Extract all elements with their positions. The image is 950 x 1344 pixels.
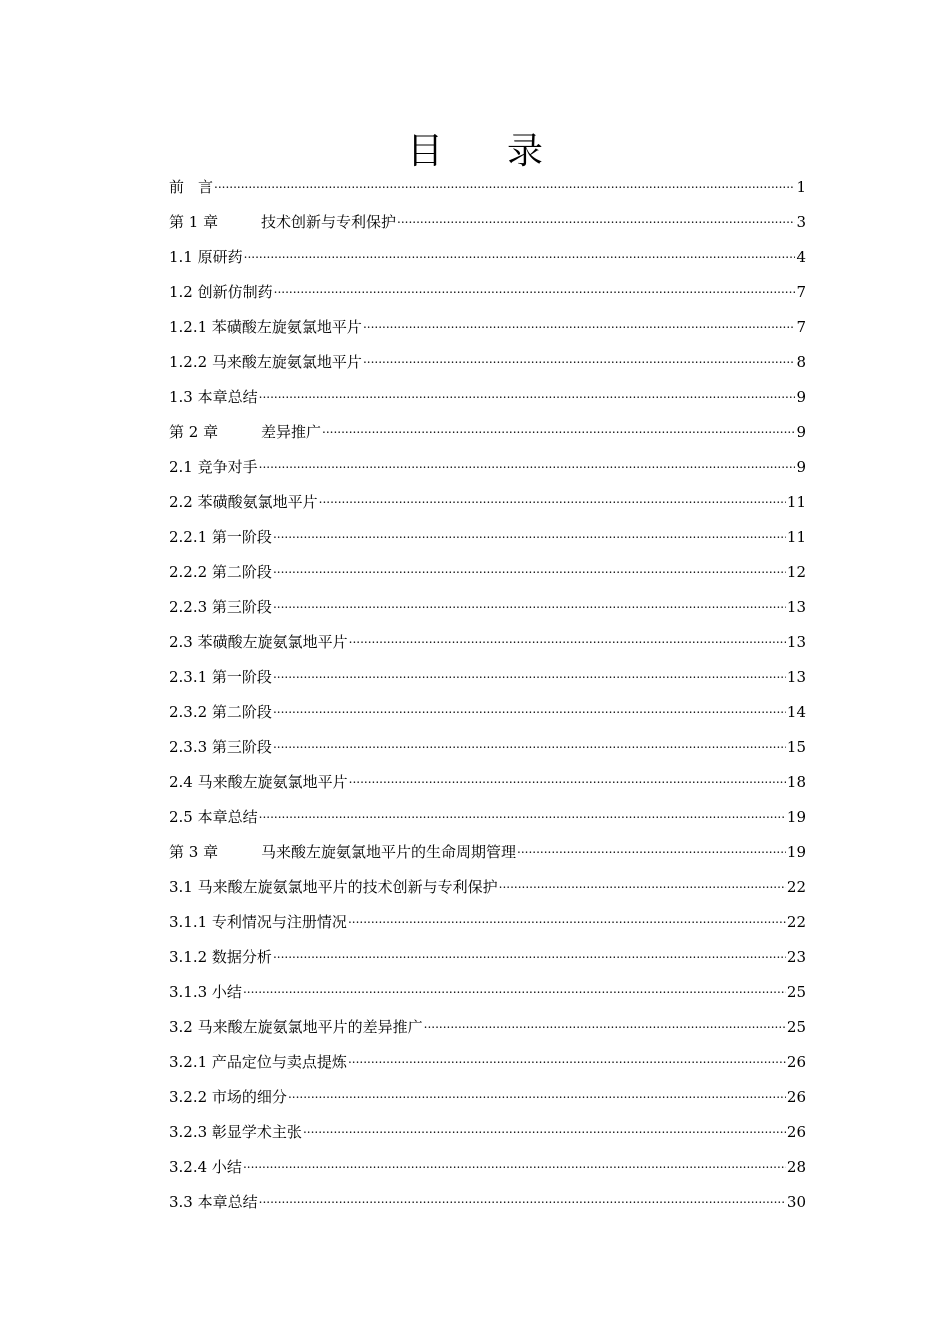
toc-entry[interactable] bbox=[169, 870, 806, 905]
toc-entry[interactable] bbox=[169, 905, 806, 940]
toc-page-number: 26 bbox=[786, 1088, 806, 1106]
toc-entry-label bbox=[169, 765, 348, 800]
toc-section-title: 3.1 马来酸左旋氨氯地平片的技术创新与专利保护 bbox=[169, 878, 498, 896]
toc-entry[interactable] bbox=[169, 695, 806, 730]
toc-dot-leader bbox=[349, 621, 786, 657]
toc-dot-leader bbox=[517, 831, 786, 867]
toc-entry[interactable] bbox=[169, 625, 806, 660]
toc-entry[interactable] bbox=[169, 590, 806, 625]
toc-dot-leader bbox=[243, 1146, 786, 1182]
toc-section-title: 3.2.2 市场的细分 bbox=[169, 1088, 287, 1106]
toc-page-number: 22 bbox=[786, 913, 806, 931]
toc-entry[interactable] bbox=[169, 520, 806, 555]
toc-section-title: 2.5 本章总结 bbox=[169, 808, 258, 826]
toc-entry-label bbox=[169, 905, 347, 940]
toc-page-number: 28 bbox=[786, 1158, 806, 1176]
toc-entry-label bbox=[169, 205, 396, 240]
toc-page-number: 11 bbox=[786, 528, 806, 546]
toc-entry[interactable] bbox=[169, 940, 806, 975]
toc-section-title: 2.2 苯磺酸氨氯地平片 bbox=[169, 493, 318, 511]
toc-entry[interactable] bbox=[169, 1010, 806, 1045]
toc-dot-leader bbox=[273, 586, 786, 622]
toc-page-number: 23 bbox=[786, 948, 806, 966]
toc-entry-label bbox=[169, 1080, 287, 1115]
toc-entry-label bbox=[169, 555, 272, 590]
toc-page-number: 1 bbox=[796, 178, 806, 196]
toc-section-title: 1.1 原研药 bbox=[169, 248, 243, 266]
toc-page-number: 25 bbox=[786, 1018, 806, 1036]
title-char-1: 目 bbox=[406, 131, 443, 172]
toc-entry[interactable] bbox=[169, 555, 806, 590]
toc-preface-char: 前 bbox=[169, 178, 185, 196]
toc-entry[interactable] bbox=[169, 205, 806, 240]
toc-entry[interactable] bbox=[169, 310, 806, 345]
toc-entry-label bbox=[169, 590, 272, 625]
toc-chapter-number: 第 2 章 bbox=[169, 423, 219, 441]
toc-entry-label bbox=[169, 660, 272, 695]
toc-entry-label bbox=[169, 835, 516, 870]
toc-dot-leader bbox=[303, 1111, 786, 1147]
toc-section-title: 2.2.1 第一阶段 bbox=[169, 528, 272, 546]
toc-page-number: 19 bbox=[786, 843, 806, 861]
toc-section-title: 1.2.1 苯磺酸左旋氨氯地平片 bbox=[169, 318, 362, 336]
toc-page-number: 9 bbox=[796, 458, 806, 476]
toc-section-title: 3.1.2 数据分析 bbox=[169, 948, 272, 966]
toc-entry-label bbox=[169, 975, 242, 1010]
toc-page-number: 13 bbox=[786, 668, 806, 686]
toc-dot-leader bbox=[397, 201, 795, 237]
toc-entry-label bbox=[169, 275, 273, 310]
toc-dot-leader bbox=[273, 936, 786, 972]
toc-section-title: 3.1.1 专利情况与注册情况 bbox=[169, 913, 347, 931]
toc-section-title: 3.2.4 小结 bbox=[169, 1158, 242, 1176]
toc-dot-leader bbox=[273, 726, 786, 762]
toc-dot-leader bbox=[273, 551, 786, 587]
toc-page-number: 14 bbox=[786, 703, 806, 721]
title-char-2: 录 bbox=[507, 131, 544, 172]
toc-entry-label bbox=[169, 800, 258, 835]
toc-page-number: 18 bbox=[786, 773, 806, 791]
table-of-contents bbox=[169, 170, 806, 1220]
toc-dot-leader bbox=[363, 341, 796, 377]
toc-page-number: 7 bbox=[796, 283, 806, 301]
toc-section-title: 3.3 本章总结 bbox=[169, 1193, 258, 1211]
toc-entry-label bbox=[169, 380, 258, 415]
toc-entry[interactable] bbox=[169, 1115, 806, 1150]
toc-entry[interactable] bbox=[169, 380, 806, 415]
toc-entry[interactable] bbox=[169, 240, 806, 275]
toc-chapter-title: 差异推广 bbox=[261, 423, 322, 441]
toc-entry-label bbox=[169, 1185, 258, 1220]
toc-dot-leader bbox=[273, 656, 786, 692]
toc-dot-leader bbox=[348, 901, 786, 937]
toc-entry[interactable] bbox=[169, 170, 806, 205]
toc-chapter-number: 第 3 章 bbox=[169, 843, 219, 861]
toc-section-title: 1.3 本章总结 bbox=[169, 388, 258, 406]
toc-entry[interactable] bbox=[169, 730, 806, 765]
toc-dot-leader bbox=[363, 306, 796, 342]
toc-page-number: 25 bbox=[786, 983, 806, 1001]
toc-page-number: 11 bbox=[786, 493, 806, 511]
toc-entry-label bbox=[169, 1115, 302, 1150]
toc-dot-leader bbox=[259, 376, 796, 412]
toc-entry-label bbox=[169, 1045, 347, 1080]
toc-page-number: 13 bbox=[786, 598, 806, 616]
toc-entry-label bbox=[169, 415, 321, 450]
toc-entry-label bbox=[169, 730, 272, 765]
toc-entry-label bbox=[169, 940, 272, 975]
toc-dot-leader bbox=[288, 1076, 786, 1112]
toc-entry-label bbox=[169, 310, 362, 345]
toc-entry-label bbox=[169, 345, 362, 380]
toc-dot-leader bbox=[273, 691, 786, 727]
toc-section-title: 2.3.2 第二阶段 bbox=[169, 703, 272, 721]
toc-entry-label bbox=[169, 450, 258, 485]
toc-dot-leader bbox=[348, 1041, 786, 1077]
toc-page-number: 26 bbox=[786, 1123, 806, 1141]
toc-entry-label bbox=[169, 485, 318, 520]
toc-section-title: 3.2 马来酸左旋氨氯地平片的差异推广 bbox=[169, 1018, 423, 1036]
toc-chapter-title: 技术创新与专利保护 bbox=[261, 213, 397, 231]
toc-entry[interactable] bbox=[169, 415, 806, 450]
toc-section-title: 2.3.3 第三阶段 bbox=[169, 738, 272, 756]
toc-page-number: 15 bbox=[786, 738, 806, 756]
toc-page-number: 3 bbox=[796, 213, 806, 231]
toc-page-number: 13 bbox=[786, 633, 806, 651]
toc-page-number: 8 bbox=[796, 353, 806, 371]
toc-section-title: 3.2.1 产品定位与卖点提炼 bbox=[169, 1053, 347, 1071]
toc-chapter-number: 第 1 章 bbox=[169, 213, 219, 231]
toc-entry-label bbox=[169, 1010, 423, 1045]
toc-section-title: 2.3 苯磺酸左旋氨氯地平片 bbox=[169, 633, 348, 651]
toc-entry[interactable] bbox=[169, 1150, 806, 1185]
toc-section-title: 2.4 马来酸左旋氨氯地平片 bbox=[169, 773, 348, 791]
toc-entry-label bbox=[169, 170, 213, 205]
toc-dot-leader bbox=[499, 866, 786, 902]
toc-dot-leader bbox=[322, 411, 795, 447]
toc-entry[interactable] bbox=[169, 485, 806, 520]
toc-dot-leader bbox=[349, 761, 786, 797]
toc-page-number: 12 bbox=[786, 563, 806, 581]
toc-section-title: 1.2 创新仿制药 bbox=[169, 283, 273, 301]
toc-page-number: 4 bbox=[796, 248, 806, 266]
toc-dot-leader bbox=[214, 166, 795, 202]
toc-entry[interactable] bbox=[169, 800, 806, 835]
toc-section-title: 2.2.2 第二阶段 bbox=[169, 563, 272, 581]
toc-page-number: 9 bbox=[796, 388, 806, 406]
toc-dot-leader bbox=[424, 1006, 786, 1042]
toc-dot-leader bbox=[244, 236, 796, 272]
toc-entry[interactable] bbox=[169, 275, 806, 310]
toc-dot-leader bbox=[274, 271, 796, 307]
toc-section-title: 3.2.3 彰显学术主张 bbox=[169, 1123, 302, 1141]
toc-entry[interactable] bbox=[169, 1045, 806, 1080]
toc-dot-leader bbox=[259, 796, 786, 832]
toc-entry[interactable] bbox=[169, 660, 806, 695]
toc-dot-leader bbox=[259, 446, 796, 482]
toc-entry-label bbox=[169, 240, 243, 275]
toc-dot-leader bbox=[319, 481, 786, 517]
toc-entry[interactable] bbox=[169, 1185, 806, 1220]
toc-page-number: 19 bbox=[786, 808, 806, 826]
toc-entry[interactable] bbox=[169, 450, 806, 485]
toc-entry-label bbox=[169, 695, 272, 730]
toc-page-number: 26 bbox=[786, 1053, 806, 1071]
toc-section-title: 1.2.2 马来酸左旋氨氯地平片 bbox=[169, 353, 362, 371]
toc-entry[interactable] bbox=[169, 765, 806, 800]
toc-entry[interactable] bbox=[169, 975, 806, 1010]
toc-page-number: 9 bbox=[796, 423, 806, 441]
toc-preface-char: 言 bbox=[198, 178, 214, 196]
toc-page-number: 22 bbox=[786, 878, 806, 896]
toc-dot-leader bbox=[273, 516, 786, 552]
toc-page-number: 30 bbox=[786, 1193, 806, 1211]
toc-entry-label bbox=[169, 625, 348, 660]
toc-section-title: 3.1.3 小结 bbox=[169, 983, 242, 1001]
toc-section-title: 2.1 竞争对手 bbox=[169, 458, 258, 476]
toc-entry-label bbox=[169, 1150, 242, 1185]
toc-chapter-title: 马来酸左旋氨氯地平片的生命周期管理 bbox=[261, 843, 517, 861]
toc-entry[interactable] bbox=[169, 835, 806, 870]
toc-section-title: 2.2.3 第三阶段 bbox=[169, 598, 272, 616]
toc-entry-label bbox=[169, 520, 272, 555]
toc-entry-label bbox=[169, 870, 498, 905]
toc-entry[interactable] bbox=[169, 345, 806, 380]
toc-dot-leader bbox=[259, 1181, 786, 1217]
toc-dot-leader bbox=[243, 971, 786, 1007]
toc-section-title: 2.3.1 第一阶段 bbox=[169, 668, 272, 686]
toc-entry[interactable] bbox=[169, 1080, 806, 1115]
toc-page-number: 7 bbox=[796, 318, 806, 336]
